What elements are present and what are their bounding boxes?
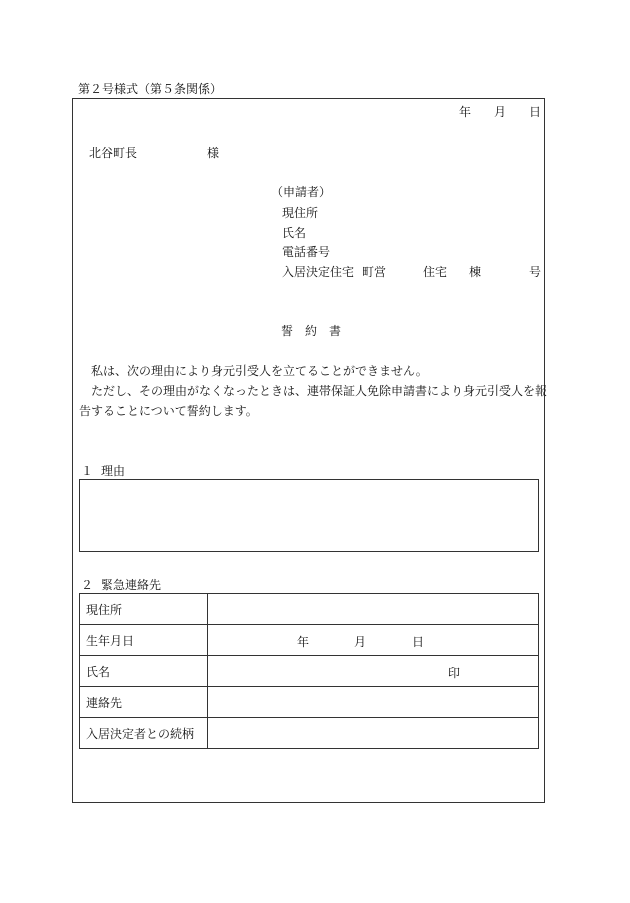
- section1-title: 理由: [101, 464, 126, 478]
- contact-phone-label: 連絡先: [80, 687, 208, 718]
- applicant-housing-label: 入居決定住宅: [282, 265, 355, 279]
- birth-year: 年: [297, 635, 310, 649]
- document-title: 誓約書: [281, 324, 354, 338]
- applicant-housing-house: 住宅: [423, 265, 448, 279]
- date-month: 月: [494, 105, 507, 119]
- body-line-1: 私は、次の理由により身元引受人を立てることができません。: [91, 364, 428, 378]
- table-row: [80, 625, 539, 656]
- applicant-name-label: 氏名: [282, 226, 307, 240]
- applicant-phone-label: 電話番号: [282, 245, 331, 259]
- addressee-suffix: 様: [207, 146, 220, 160]
- applicant-housing-building: 棟: [469, 265, 482, 279]
- date-day: 日: [529, 105, 542, 119]
- contact-name-label: 氏名: [80, 656, 208, 687]
- birth-month: 月: [354, 635, 367, 649]
- contact-address-label: 現住所: [80, 594, 208, 625]
- section2-number: ２: [81, 578, 94, 592]
- table-row: [80, 656, 539, 687]
- contact-phone-field[interactable]: [208, 687, 539, 718]
- applicant-housing-number: 号: [529, 265, 542, 279]
- contact-birthdate-field[interactable]: [208, 625, 539, 656]
- section2-title: 緊急連絡先: [101, 578, 162, 592]
- applicant-heading: （申請者）: [271, 185, 332, 199]
- applicant-housing-town: 町営: [362, 265, 387, 279]
- contact-birthdate-label: 生年月日: [80, 625, 208, 656]
- reason-box[interactable]: [79, 479, 539, 552]
- form-header: 第２号様式（第５条関係）: [78, 82, 223, 96]
- seal-mark: 印: [448, 666, 461, 680]
- addressee-name: 北谷町長: [89, 146, 138, 160]
- contact-relationship-field[interactable]: [208, 718, 539, 749]
- date-year: 年: [459, 105, 472, 119]
- table-row: [80, 718, 539, 749]
- contact-name-field[interactable]: [208, 656, 539, 687]
- section1-number: １: [81, 464, 94, 478]
- table-row: [80, 687, 539, 718]
- contact-relationship-label: 入居決定者との続柄: [80, 718, 208, 749]
- applicant-address-label: 現住所: [282, 206, 319, 220]
- body-line-3: 告することについて誓約します。: [79, 404, 258, 418]
- birth-day: 日: [412, 635, 425, 649]
- contact-address-field[interactable]: [208, 594, 539, 625]
- table-row: [80, 594, 539, 625]
- emergency-contact-table: [79, 593, 539, 749]
- body-line-2: ただし、その理由がなくなったときは、連帯保証人免除申請書により身元引受人を報: [91, 384, 548, 398]
